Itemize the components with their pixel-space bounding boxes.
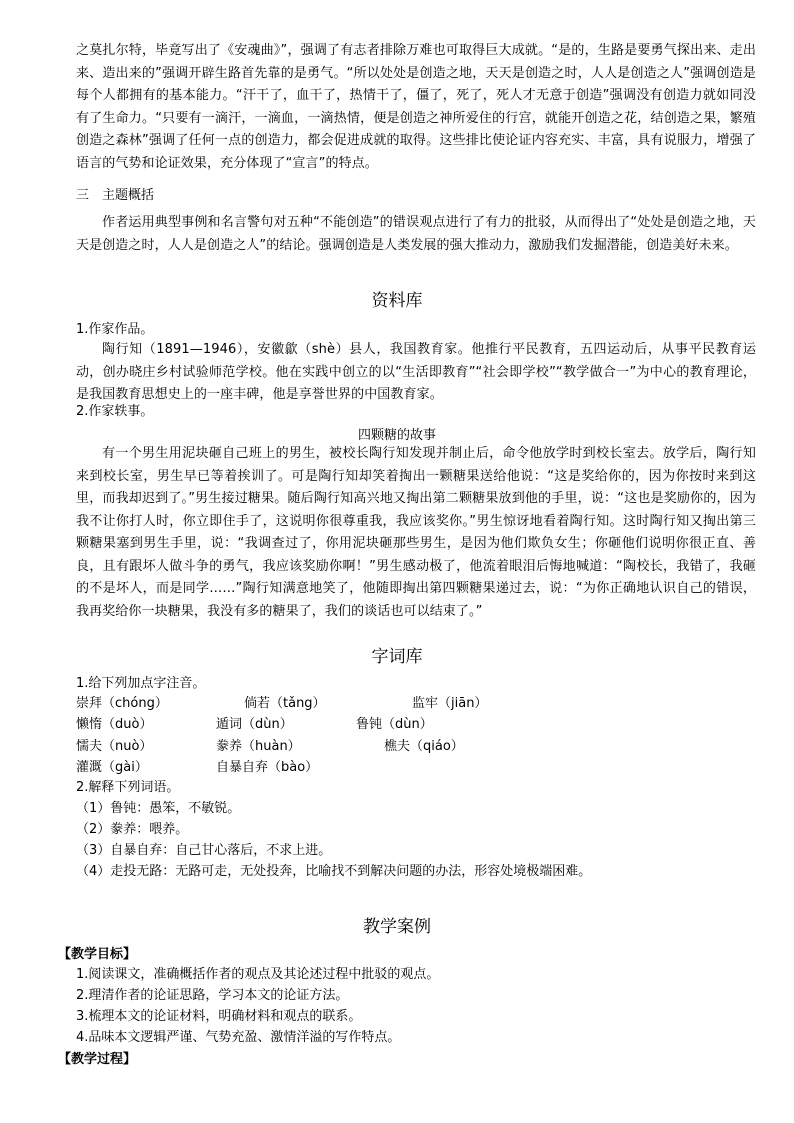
goal-item: 1.阅读课文，准确概括作者的观点及其论述过程中批驳的观点。	[76, 967, 440, 982]
works-heading: 1.作家作品。	[76, 322, 154, 337]
goal-item: 3.梳理本文的论证材料，明确材料和观点的联系。	[76, 1009, 362, 1024]
theme-paragraph: 作者运用典型事例和名言警句对五种“不能创造”的错误观点进行了有力的批驳，从而得出了“处处是创造之地，天天是创造之时，人人是创造之人”的结论。强调创造是人类发展的强大推动力，激励我们发掘潜能，创造美好未来。	[76, 215, 756, 253]
vocabulary-library-title: 字词库	[371, 647, 423, 667]
explanation-item: （2）豢养：喂养。	[76, 822, 189, 837]
pinyin-item: 灌溉（gài）	[76, 760, 148, 775]
goals-header: 【教学目标】	[58, 947, 137, 962]
pinyin-item: 懒惰（duò）	[76, 717, 153, 732]
intro-paragraph: 之莫扎尔特，毕竟写出了《安魂曲》”，强调了有志者排除万难也可取得巨大成就。“是的，生路是要勇气探出来、走出来、造出来的”强调开辟生路首先靠的是勇气。“所以处处是创造之地，天天是创造之时，人人是创造之人”强调创造是每个人都拥有的基本能力。“汗干了，血干了，热情干了，僵了，死了，死人才无意于创造”强调没有创造力就如同没有了生命力。“只要有一滴汗，一滴血，一滴热情，便是创造之神所爱住的行宫，就能开创造之花，结创造之果，繁殖创造之森林”强调了任何一点的创造力，都会促进成就的取得。这些排比使论证内容充实、丰富，具有说服力，增强了语言的气势和论证效果，充分体现了“宣言”的特点。	[76, 43, 756, 171]
explanation-item: （4）走投无路：无路可走，无处投奔，比喻找不到解决问题的办法，形容处境极端困难。	[76, 864, 592, 879]
pinyin-item: 樵夫（qiáo）	[384, 739, 464, 754]
anecdote-heading: 2.作家轶事。	[76, 404, 154, 419]
explanation-heading: 2.解释下列词语。	[76, 780, 180, 795]
section-heading-theme: 三 主题概括	[76, 188, 155, 203]
goal-item: 2.理清作者的论证思路，学习本文的论证方法。	[76, 988, 349, 1003]
reference-library-title: 资料库	[371, 291, 423, 311]
pinyin-item: 崇拜（chóng）	[76, 696, 168, 711]
goal-item: 4.品味本文逻辑严谨、气势充盈、激情洋溢的写作特点。	[76, 1030, 401, 1045]
pinyin-item: 遁词（dùn）	[216, 717, 293, 732]
pinyin-item: 懦夫（nuò）	[76, 739, 153, 754]
pinyin-item: 监牢（jiān）	[412, 696, 488, 711]
story-title: 四颗糖的故事	[357, 428, 436, 443]
explanation-item: （3）自暴自弃：自己甘心落后，不求上进。	[76, 843, 332, 858]
pinyin-item: 鲁钝（dùn）	[356, 717, 433, 732]
author-bio-paragraph: 陶行知（1891—1946），安徽歙（shè）县人，我国教育家。他推行平民教育，五四运动后，从事平民教育运动，创办晓庄乡村试验师范学校。他在实践中创立的以“生活即教育”“社会即学校”“教学做合一”为中心的教育理论，是我国教育思想史上的一座丰碑，他是享誉世界的中国教育家。	[76, 342, 756, 402]
pinyin-item: 自暴自弃（bào）	[216, 760, 319, 775]
pinyin-item: 豢养（huàn）	[216, 739, 301, 754]
process-header: 【教学过程】	[58, 1052, 137, 1067]
teaching-case-title: 教学案例	[363, 917, 431, 937]
explanation-item: （1）鲁钝：愚笨，不敏锐。	[76, 801, 241, 816]
pinyin-item: 倘若（tǎng）	[244, 696, 326, 711]
pinyin-heading: 1.给下列加点字注音。	[76, 676, 206, 691]
story-paragraph: 有一个男生用泥块砸自己班上的男生，被校长陶行知发现并制止后，命令他放学时到校长室去。放学后，陶行知来到校长室，男生早已等着挨训了。可是陶行知却笑着掏出一颗糖果送给他说：“这是奖给你的，因为你按时来到这里，而我却迟到了。”男生接过糖果。随后陶行知高兴地又掏出第二颗糖果放到他的手里，说：“这也是奖励你的，因为我不让你打人时，你立即住手了，这说明你很尊重我，我应该奖你。”男生惊讶地看着陶行知。这时陶行知又掏出第三颗糖果塞到男生手里，说：“我调查过了，你用泥块砸那些男生，是因为他们欺负女生；你砸他们说明你很正直、善良，且有跟坏人做斗争的勇气，我应该奖励你啊！”男生感动极了，他流着眼泪后悔地喊道：“陶校长，我错了，我砸的不是坏人，而是同学……”陶行知满意地笑了，他随即掏出第四颗糖果递过去，说：“为你正确地认识自己的错误，我再奖给你一块糖果，我没有多的糖果了，我们的谈话也可以结束了。”	[76, 446, 756, 619]
